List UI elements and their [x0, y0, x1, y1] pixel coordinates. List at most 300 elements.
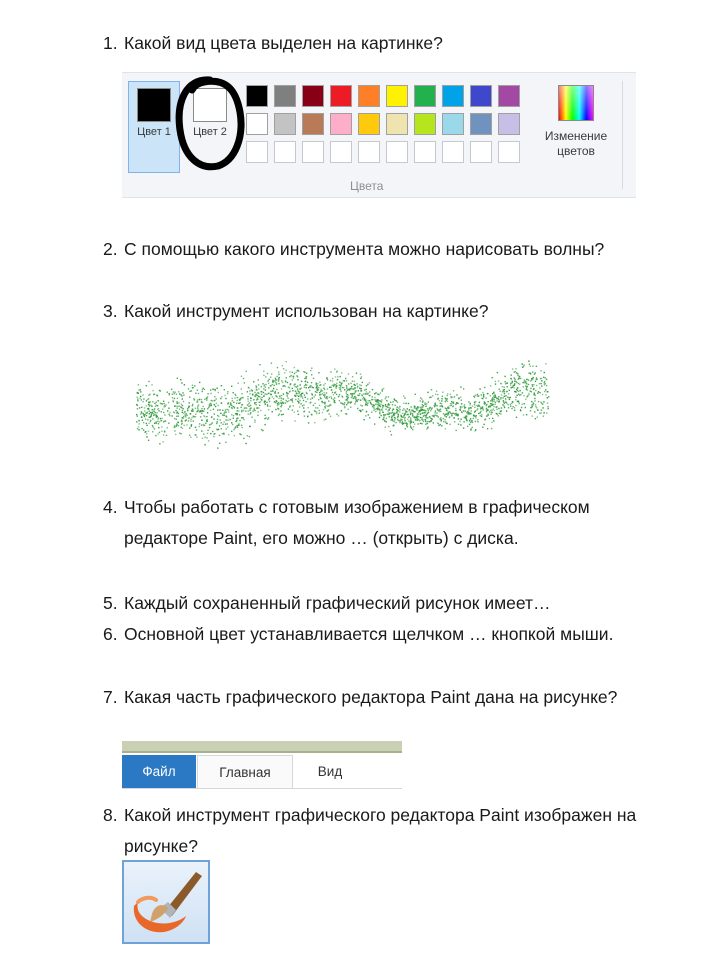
spray-dot [491, 410, 492, 411]
spray-dot [375, 411, 376, 412]
spray-dot [151, 415, 152, 416]
spray-dot [530, 388, 531, 389]
spray-dot [323, 385, 324, 386]
spray-dot [308, 407, 309, 408]
spray-dot [449, 424, 450, 425]
spray-dot [403, 403, 404, 404]
spray-dot [474, 411, 475, 412]
spray-dot [532, 384, 533, 385]
spray-dot [225, 398, 226, 399]
color-swatch[interactable] [274, 85, 296, 107]
spray-dot [397, 410, 398, 411]
spray-dot [290, 375, 291, 376]
spray-dot [359, 410, 360, 411]
spray-dot [515, 405, 516, 406]
spray-dot [190, 419, 191, 420]
spray-dot [414, 411, 415, 412]
spray-dot [173, 411, 174, 412]
brush-tool-button[interactable] [122, 860, 210, 944]
spray-dot [177, 378, 178, 379]
spray-dot [364, 389, 365, 390]
spray-dot [540, 378, 541, 379]
spray-dot [437, 398, 438, 399]
spray-dot [149, 417, 150, 418]
color-swatch[interactable] [302, 85, 324, 107]
spray-dot [262, 430, 263, 431]
spray-dot [369, 400, 370, 401]
custom-color-slot[interactable] [358, 141, 380, 163]
spray-dot [276, 376, 277, 377]
spray-dot [209, 404, 210, 405]
spray-dot [295, 395, 296, 396]
spray-dot [396, 409, 397, 410]
spray-dot [237, 397, 238, 398]
color-spectrum-icon [558, 85, 594, 121]
custom-color-slot[interactable] [470, 141, 492, 163]
spray-dot [479, 402, 480, 403]
spray-dot [532, 386, 533, 387]
spray-dot [298, 401, 299, 402]
spray-dot [196, 429, 197, 430]
spray-dot [324, 383, 325, 384]
spray-dot [152, 390, 153, 391]
spray-dot [476, 405, 477, 406]
spray-dot [460, 406, 461, 407]
spray-dot [448, 413, 449, 414]
spray-dot [264, 424, 265, 425]
spray-dot [390, 408, 391, 409]
spray-dot [232, 400, 233, 401]
spray-dot [179, 408, 180, 409]
spray-dot [254, 408, 255, 409]
spray-dot [293, 376, 294, 377]
color-swatch[interactable] [246, 85, 268, 107]
custom-color-slot[interactable] [302, 141, 324, 163]
spray-dot [238, 423, 239, 424]
spray-dot [536, 385, 537, 386]
spray-dot [199, 426, 200, 427]
spray-dot [468, 413, 469, 414]
spray-dot [302, 397, 303, 398]
color-swatch[interactable] [358, 85, 380, 107]
spray-dot [431, 420, 432, 421]
spray-dot [479, 412, 480, 413]
spray-dot [474, 404, 475, 405]
spray-dot [420, 400, 421, 401]
spray-dot [176, 423, 177, 424]
spray-dot [460, 386, 461, 387]
spray-dot [301, 381, 302, 382]
spray-dot [218, 416, 219, 417]
color-swatch[interactable] [498, 113, 520, 135]
spray-dot [325, 398, 326, 399]
spray-dot [380, 406, 381, 407]
spray-dot [526, 389, 527, 390]
spray-dot [303, 400, 304, 401]
spray-dot [476, 415, 477, 416]
spray-dot [388, 426, 389, 427]
spray-dot [512, 382, 513, 383]
question-number: 7. [103, 687, 118, 707]
spray-dot [226, 420, 227, 421]
spray-dot [417, 423, 418, 424]
spray-dot [372, 396, 373, 397]
spray-dot [167, 427, 168, 428]
spray-dot [468, 411, 469, 412]
spray-dot [283, 398, 284, 399]
spray-dot [438, 409, 439, 410]
spray-dot [344, 406, 345, 407]
spray-dot [479, 388, 480, 389]
spray-dot [178, 413, 179, 414]
spray-dot [152, 401, 153, 402]
spray-dot [140, 396, 141, 397]
spray-dot [504, 393, 505, 394]
spray-dot [325, 419, 326, 420]
spray-dot [520, 390, 521, 391]
spray-dot [481, 398, 482, 399]
spray-dot [195, 408, 196, 409]
spray-dot [231, 431, 232, 432]
color-swatch[interactable] [386, 85, 408, 107]
spray-dot [232, 424, 233, 425]
spray-dot [529, 364, 530, 365]
spray-dot [280, 397, 281, 398]
spray-dot [273, 388, 274, 389]
spray-dot [470, 403, 471, 404]
spray-dot [187, 410, 188, 411]
spray-dot [316, 413, 317, 414]
spray-dot [461, 411, 462, 412]
spray-dot [194, 416, 195, 417]
spray-dot [250, 413, 251, 414]
color-swatch[interactable] [302, 113, 324, 135]
spray-dot [199, 411, 200, 412]
spray-dot [382, 390, 383, 391]
spray-dot [137, 428, 138, 429]
spray-dot [209, 424, 210, 425]
spray-dot [182, 410, 183, 411]
custom-color-slot[interactable] [414, 141, 436, 163]
color-swatch[interactable] [498, 85, 520, 107]
spray-dot [344, 402, 345, 403]
spray-dot [174, 418, 175, 419]
spray-dot [389, 409, 390, 410]
spray-dot [525, 407, 526, 408]
spray-dot [148, 431, 149, 432]
spray-dot [427, 408, 428, 409]
spray-dot [517, 390, 518, 391]
spray-dot [299, 394, 300, 395]
spray-dot [458, 403, 459, 404]
spray-dot [149, 405, 150, 406]
spray-dot [347, 390, 348, 391]
spray-dot [507, 386, 508, 387]
spray-dot [389, 416, 390, 417]
spray-dot [277, 405, 278, 406]
custom-color-slot[interactable] [274, 141, 296, 163]
spray-dot [209, 405, 210, 406]
spray-dot [258, 384, 259, 385]
spray-dot [236, 420, 237, 421]
spray-dot [411, 421, 412, 422]
spray-dot [262, 383, 263, 384]
spray-dot [498, 408, 499, 409]
spray-dot [367, 402, 368, 403]
spray-dot [169, 394, 170, 395]
spray-dot [172, 400, 173, 401]
spray-dot [440, 424, 441, 425]
spray-dot [310, 385, 311, 386]
spray-dot [241, 376, 242, 377]
spray-dot [519, 403, 520, 404]
color-swatch[interactable] [470, 85, 492, 107]
edit-colors-label: Изменение цветов [544, 129, 608, 158]
spray-dot [162, 403, 163, 404]
spray-dot [317, 383, 318, 384]
spray-dot [385, 427, 386, 428]
spray-dot [446, 413, 447, 414]
spray-dot [507, 397, 508, 398]
spray-dot [148, 423, 149, 424]
spray-dot [272, 381, 273, 382]
spray-dot [249, 426, 250, 427]
spray-dot [332, 378, 333, 379]
custom-color-slot[interactable] [330, 141, 352, 163]
spray-dot [201, 401, 202, 402]
spray-dot [267, 373, 268, 374]
spray-dot [461, 400, 462, 401]
spray-dot [307, 382, 308, 383]
spray-dot [141, 407, 142, 408]
spray-dot [336, 385, 337, 386]
spray-dot [448, 407, 449, 408]
spray-dot [261, 386, 262, 387]
spray-dot [423, 415, 424, 416]
spray-dot [360, 405, 361, 406]
question-8 [103, 800, 663, 862]
spray-dot [503, 400, 504, 401]
spray-dot [163, 401, 164, 402]
spray-dot [360, 374, 361, 375]
spray-dot [253, 381, 254, 382]
spray-dot [235, 395, 236, 396]
spray-dot [212, 431, 213, 432]
color-swatch[interactable] [414, 85, 436, 107]
spray-dot [215, 406, 216, 407]
custom-color-slot[interactable] [386, 141, 408, 163]
edit-colors-button[interactable] [530, 85, 622, 159]
spray-dot [278, 398, 279, 399]
spray-dot [482, 392, 483, 393]
spray-dot [385, 404, 386, 405]
spray-dot [333, 399, 334, 400]
custom-color-slot[interactable] [498, 141, 520, 163]
spray-dot [180, 433, 181, 434]
spray-dot [540, 383, 541, 384]
spray-dot [371, 412, 372, 413]
spray-dot [342, 387, 343, 388]
spray-dot [466, 412, 467, 413]
spray-dot [304, 385, 305, 386]
spray-dot [161, 431, 162, 432]
spray-dot [437, 405, 438, 406]
spray-dot [323, 409, 324, 410]
spray-dot [207, 433, 208, 434]
spray-dot [241, 407, 242, 408]
spray-dot [181, 382, 182, 383]
spray-dot [210, 403, 211, 404]
spray-dot [501, 394, 502, 395]
tab-file[interactable]: Файл [122, 755, 196, 788]
spray-dot [261, 399, 262, 400]
spray-dot [185, 420, 186, 421]
spray-dot [360, 378, 361, 379]
spray-dot [339, 387, 340, 388]
spray-dot [233, 415, 234, 416]
color-swatch[interactable] [246, 113, 268, 135]
spray-dot [379, 413, 380, 414]
spray-dot [513, 406, 514, 407]
spray-dot [241, 410, 242, 411]
spray-dot [248, 401, 249, 402]
spray-dot [442, 406, 443, 407]
spray-dot [168, 408, 169, 409]
tab-view[interactable]: Вид [294, 755, 366, 788]
spray-dot [436, 415, 437, 416]
spray-dot [495, 395, 496, 396]
spray-dot [372, 389, 373, 390]
spray-dot [523, 403, 524, 404]
spray-dot [292, 409, 293, 410]
spray-dot [146, 385, 147, 386]
custom-color-slot[interactable] [442, 141, 464, 163]
spray-dot [167, 410, 168, 411]
question-number: 2. [103, 239, 118, 259]
spray-dot [146, 415, 147, 416]
spray-dot [316, 383, 317, 384]
spray-dot [307, 415, 308, 416]
spray-dot [188, 388, 189, 389]
question-1 [103, 28, 663, 59]
spray-dot [542, 404, 543, 405]
spray-dot [509, 390, 510, 391]
color-swatch[interactable] [442, 113, 464, 135]
spray-dot [194, 399, 195, 400]
spray-dot [393, 414, 394, 415]
color-swatch[interactable] [442, 85, 464, 107]
spray-dot [210, 389, 211, 390]
spray-dot [148, 440, 149, 441]
spray-dot [203, 434, 204, 435]
spray-dot [299, 392, 300, 393]
spray-dot [449, 416, 450, 417]
spray-dot [447, 395, 448, 396]
spray-dot [216, 403, 217, 404]
spray-dot [385, 409, 386, 410]
spray-dot [442, 396, 443, 397]
spray-dot [457, 414, 458, 415]
spray-dot [434, 406, 435, 407]
spray-dot [143, 398, 144, 399]
spray-dot [273, 380, 274, 381]
color-swatch[interactable] [470, 113, 492, 135]
spray-dot [144, 416, 145, 417]
spray-dot [333, 385, 334, 386]
spray-dot [355, 392, 356, 393]
color1-button[interactable] [128, 81, 180, 173]
spray-dot [448, 406, 449, 407]
color-swatch[interactable] [414, 113, 436, 135]
color-swatch[interactable] [386, 113, 408, 135]
color-swatch[interactable] [358, 113, 380, 135]
spray-dot [438, 425, 439, 426]
spray-dot [280, 410, 281, 411]
spray-dot [380, 404, 381, 405]
spray-dot [225, 424, 226, 425]
tab-home[interactable]: Главная [197, 755, 293, 788]
spray-dot [146, 405, 147, 406]
spray-dot [319, 410, 320, 411]
spray-dot [168, 423, 169, 424]
spray-dot [176, 406, 177, 407]
spray-dot [315, 394, 316, 395]
spray-dot [393, 425, 394, 426]
spray-dot [250, 412, 251, 413]
spray-dot [206, 398, 207, 399]
spray-dot [365, 399, 366, 400]
spray-dot [287, 396, 288, 397]
color-swatch[interactable] [330, 113, 352, 135]
spray-dot [454, 396, 455, 397]
spray-dot [535, 404, 536, 405]
spray-dot [324, 392, 325, 393]
spray-dot [207, 408, 208, 409]
spray-dot [534, 398, 535, 399]
spray-dot [410, 417, 411, 418]
spray-dot [344, 389, 345, 390]
spray-dot [249, 402, 250, 403]
spray-dot [483, 396, 484, 397]
spray-dot [265, 384, 266, 385]
spray-dot [526, 386, 527, 387]
spray-dot [269, 397, 270, 398]
spray-dot [219, 409, 220, 410]
spray-dot [163, 412, 164, 413]
spray-dot [150, 401, 151, 402]
color-swatch[interactable] [274, 113, 296, 135]
spray-dot [245, 407, 246, 408]
spray-dot [382, 405, 383, 406]
spray-dot [340, 391, 341, 392]
custom-color-slot[interactable] [246, 141, 268, 163]
spray-dot [511, 387, 512, 388]
spray-dot [256, 393, 257, 394]
spray-dot [295, 391, 296, 392]
spray-dot [176, 416, 177, 417]
spray-dot [435, 415, 436, 416]
question-5 [103, 588, 663, 619]
spray-dot [469, 424, 470, 425]
spray-dot [464, 406, 465, 407]
spray-dot [337, 379, 338, 380]
spray-dot [528, 384, 529, 385]
color-swatch[interactable] [330, 85, 352, 107]
spray-dot [421, 406, 422, 407]
spray-dot [533, 389, 534, 390]
spray-dot [531, 401, 532, 402]
spray-dot [508, 407, 509, 408]
